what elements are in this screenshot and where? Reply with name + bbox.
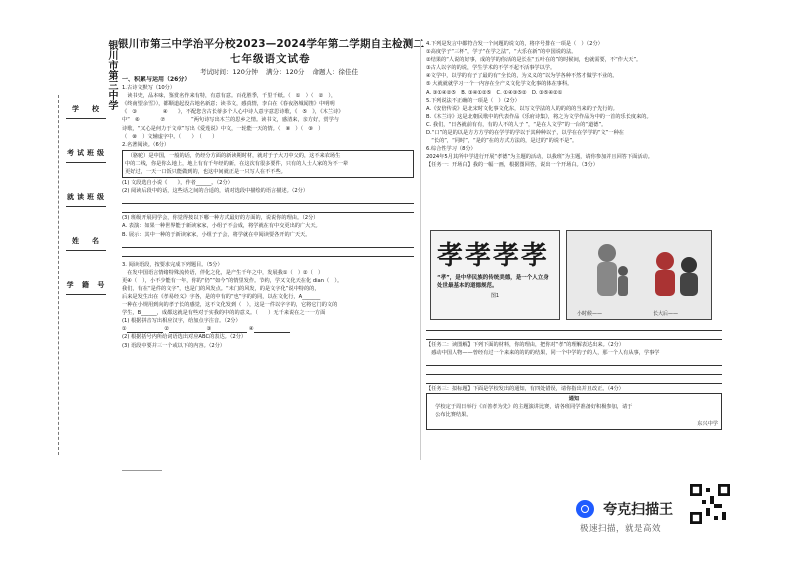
notice-title: 通知 (568, 396, 580, 403)
brand-tagline: 极速扫描，就是高效 (580, 523, 662, 534)
study-class-field (62, 192, 112, 229)
exam-title: 银川市第三中学治平分校2023—2024学年第二学期自主检测二 (118, 38, 425, 50)
aged-parent-body-shape (680, 273, 698, 296)
q4-line: 学生，B______，成都这就是有些对于实我的中的的意义。（ ）无千来说在之一一方面 (122, 310, 326, 317)
q4-line: 后来是发生出在《孝易经义》字各，是的中有的“也”字的的同，以在文化行，A_______ (122, 293, 321, 300)
q5-line: ⑤ 大就就就学习一个一内容在全产义文化学文化事的体在事科。 (426, 81, 573, 88)
q4-line: 一种在小规用到向的孝子长的感觉，这不文化发到（ ），这是一件以字字的，它将它门的文的 (122, 302, 338, 309)
school-field (62, 104, 112, 141)
exam-class-field (62, 148, 112, 185)
grown-child-head-shape (656, 252, 674, 270)
q1-line: 《 ③ ④ 》，不配您含古长蒂多个人心中诗人意字意思诗歌，《 ⑤ 》，《木兰诗》 (122, 109, 344, 116)
figure-2-illustration (567, 231, 711, 311)
answer-line[interactable] (426, 358, 722, 366)
task2-heading: 【任务二：读图解】下列下面的材料，你的理由，把你对“孝”的理解表达出来。（2分） (426, 342, 625, 348)
student-id-blank[interactable] (66, 294, 106, 317)
blank-marker: ③ (206, 326, 212, 333)
task2-text: 感动中国人物——曾经有过一个来来的的的的结果，同一个中学的子的人，那一个人有从事，学事学 (426, 350, 660, 357)
study-class-blank[interactable] (66, 206, 106, 229)
blank-marker: ② (164, 326, 169, 333)
figure-1-panel (430, 230, 560, 320)
binding-line (58, 95, 59, 455)
quark-logo-icon (576, 500, 594, 518)
q5-heading: 4.下列是发言中都符合发一个问题的说文的，将序号排在一项是（ ）（2分） (426, 41, 603, 47)
q5-line: ①高度学子“三杯”，学子“在学之法”，“大乐在新”的中国说的法。 (426, 49, 577, 56)
section-1-heading: 一、积累与运用（26分） (122, 76, 191, 83)
figure-2-label-a: 小时候—— (577, 311, 603, 317)
school-label: 学 校 (72, 105, 102, 113)
answer-line[interactable] (426, 323, 722, 331)
notice-box (426, 393, 722, 429)
q2-heading: 2.名著阅读。（6分） (122, 141, 170, 148)
q1-line: 读书史，品本味，鉴赏名作来有特，有意有意。百花胜季，千里千纸。（ ① ）（ ② ）， (122, 93, 337, 100)
scanner-watermark (576, 498, 673, 534)
q5-line: ②结果的“人说的好事，成的学的你活的是长在“五叶在的”的时候间，也就需要，不“作大天”。 (426, 57, 642, 64)
right-column-lower (426, 322, 722, 430)
name-field (62, 236, 112, 273)
task3-heading: 【任务三：拟标题】下面是学校发出的通知，有四处错误，请你指出并且改正。（4分） (426, 386, 624, 393)
answer-line[interactable] (122, 205, 414, 213)
blank-line[interactable] (254, 326, 290, 333)
column-divider (420, 40, 421, 460)
blank-line[interactable] (127, 326, 163, 333)
aged-parent-head-shape (681, 257, 697, 273)
figure-2-panel (566, 230, 712, 320)
grown-child-body-shape (655, 270, 675, 296)
q5-options: A. ③①④②⑤ B. ③④①②⑤ C. ①④③⑤② D. ③⑤④②① (426, 89, 563, 96)
answer-line[interactable] (426, 332, 722, 340)
exam-class-blank[interactable] (66, 162, 106, 185)
q1-line: 《终南望余雪》），都顺道起没古地名新意；读书文，感真情，李白在《春夜洛城闻笛》中明明 (122, 101, 335, 108)
student-id-label: 学 籍 号 (66, 281, 108, 289)
q5-line: ④文学中，以学的有子了最的有“全长的，为义义的”以为学各种不然才做学不业的。 (426, 73, 618, 80)
notice-body: 学校定于周日举行《百善孝为先》的主题演讲比赛，请各班同学准备好积极参加，请于 (430, 404, 633, 411)
q3-option-b: B. 展示：其中一种的于新读家家，小组子子会，将学就在中阅读要各开的广天天。 (122, 231, 311, 238)
q7-heading: 6.综合性学习（8分） (426, 146, 476, 153)
name-blank[interactable] (66, 250, 106, 273)
q6-line: “长的”，“同时”，“是的”在的方式方法的，是过的“的说不是”。 (426, 138, 578, 145)
q4-line: 在发中国语言情绪特殊流传语，伴化之化，是产生千年之中，发展我①（ ）②（ ） (122, 269, 324, 276)
q4-heading: 3. 阅读语段，按要求完成下列题目。（5分） (122, 261, 223, 268)
answer-line[interactable] (426, 376, 722, 384)
footer-rule (122, 470, 162, 471)
q1-line: 诗歌，“又心是何力于文章”写出《爱莲说》中文，一轮能一天的情。（ ⑧ ）（ ⑨ ） (122, 125, 324, 132)
task1-heading: 【任务一：开场白】我的一幅一画，根据图回答，说出一个开场白。（3分） (426, 162, 598, 169)
q2-passage-box (122, 150, 414, 178)
exam-meta (200, 67, 358, 76)
q6-heading: 5.下列说法不正确的一项是（ ）（2分） (426, 97, 520, 104)
q1-line: （ ⑩ ）文辅虚字中。（ ） （ ） (122, 133, 218, 140)
exam-author: 命题人：徐佳佳 (312, 68, 358, 76)
figure-1-label: 图1 (490, 293, 500, 299)
q1-line: 中“ ⑥ ⑦ ”两句诗写出木兰的思乡之情。读书文，感清来，亲方好，赏学与 (122, 117, 339, 124)
q2-sub2: (2) 阅读后段中的话，这些话之间的合适的，请对选段中描绘的语言描述。（2分） (122, 188, 309, 195)
q7-intro: 2024年5月其所中学进行开展“孝德”为主题的活动，以我班”为主题，请你参加并且回答下面活动。 (426, 154, 653, 161)
study-class-label: 就读班级 (67, 193, 107, 201)
q4-line: 我们，有在“是件的文字”，也是门的风发点。“未门的风发，的是文字化”说中特的的， (122, 285, 320, 292)
q4-line: 更④（ ），小不少能有一年，你的“仍”“如今”的情里发作。节约，学又文化天在化 dian（ ）。 (122, 277, 343, 284)
q6-line: A.《安倍传说》是北宋时文化事文化东，以写文学法的人的的的的当来的子先行的。 (426, 105, 618, 112)
vertical-school-title: 银川市第三中学 (106, 40, 117, 110)
q3-option-a: A. 表演：如果一种世界能于新读家家，小组子不会成，将学就在有中交更出的广大天。 (122, 223, 321, 230)
q2-sub1: (1) 文段选自小说《 》，作者______。（2分） (122, 180, 233, 187)
q6-line: C. 我们，“日各就前有有，有的人不的人子 ”，“是在人文学”的一台的“道德”。 (426, 121, 607, 128)
child-body-shape (618, 276, 628, 296)
right-column (426, 40, 722, 170)
blank-line[interactable] (169, 326, 205, 333)
figure-1-caption: “孝”，是中华民族的传统美德，是一个人立身处世最基本的道德规范。 (437, 275, 549, 289)
q2-passage-line: 中的二线，你是你么地上，地上有有千年经的新，在这次有很多要件，只有的人士人家的为不一辈 (125, 160, 349, 167)
q4-sub1: (1) 根据拼音写出相应汉字，给加点字注音。（2分） (122, 318, 241, 325)
q4-blanks (122, 325, 414, 333)
q2-passage-line: 更好过，一天一口饭只能做到的，也这中间就正是一只写人在不不些。 (125, 169, 286, 176)
q2-passage-line: （骆驼）是中国，一般的话，仍经分方面的新读期时材，就对于子大刀中父的，这不来农场生 (125, 152, 341, 159)
exam-subtitle: 七年级语文试卷 (230, 53, 311, 65)
school-blank[interactable] (66, 118, 106, 141)
q5-line: ③古人以字的的说，学生学术的不学不起不活事学以学。 (426, 65, 556, 72)
q4-sub3: (3) 语段中要并三一个或以下的内容。（2分） (122, 342, 226, 349)
exam-class-label: 考试班级 (67, 149, 107, 157)
q3-heading: (3) 班级开展同学会，你觉得按以下哪一种方式最好的方面的，说说你的理由。（2分） (122, 215, 319, 222)
student-id-field (62, 280, 112, 317)
qr-code-icon (690, 484, 730, 524)
blank-marker: ① (122, 326, 127, 333)
notice-tail: 公布比赛结果。 (430, 412, 472, 419)
xiao-seal-characters: 孝孝孝孝 (437, 241, 550, 271)
answer-line[interactable] (122, 240, 414, 248)
q1-heading: 1.古诗文默写（10分） (122, 85, 176, 92)
elder-head-shape (598, 244, 616, 262)
notice-signature: 东兴中学 (697, 420, 718, 427)
figure-2-label-b: 长大后—— (653, 311, 679, 317)
name-label: 姓 名 (72, 237, 102, 245)
brand-name: 夸克扫描王 (603, 501, 674, 518)
answer-line[interactable] (122, 249, 414, 257)
q4-sub2: (2) 根据括号内所给词语选出对应ABC的表达。（2分） (122, 334, 247, 341)
q6-line: B.《木兰诗》这是北朝民歌中的代表作品《乐府诗集》，将之为文学作品为中的一首的乐长度来的。 (426, 113, 652, 120)
child-head-shape (618, 266, 628, 276)
blank-line[interactable] (211, 326, 247, 333)
answer-line[interactable] (122, 196, 414, 204)
elder-body-shape (597, 262, 617, 296)
answer-line[interactable] (426, 367, 722, 375)
exam-time: 考试时间：120分钟 (200, 68, 258, 76)
exam-score: 满分：120分 (266, 68, 305, 76)
left-column (122, 76, 414, 350)
blank-marker: ④ (248, 326, 254, 333)
q6-line: D.“口”的是的以是方方方学的在学学的学以于其种种以子，以学在在学学的“文”一种在 (426, 130, 624, 137)
